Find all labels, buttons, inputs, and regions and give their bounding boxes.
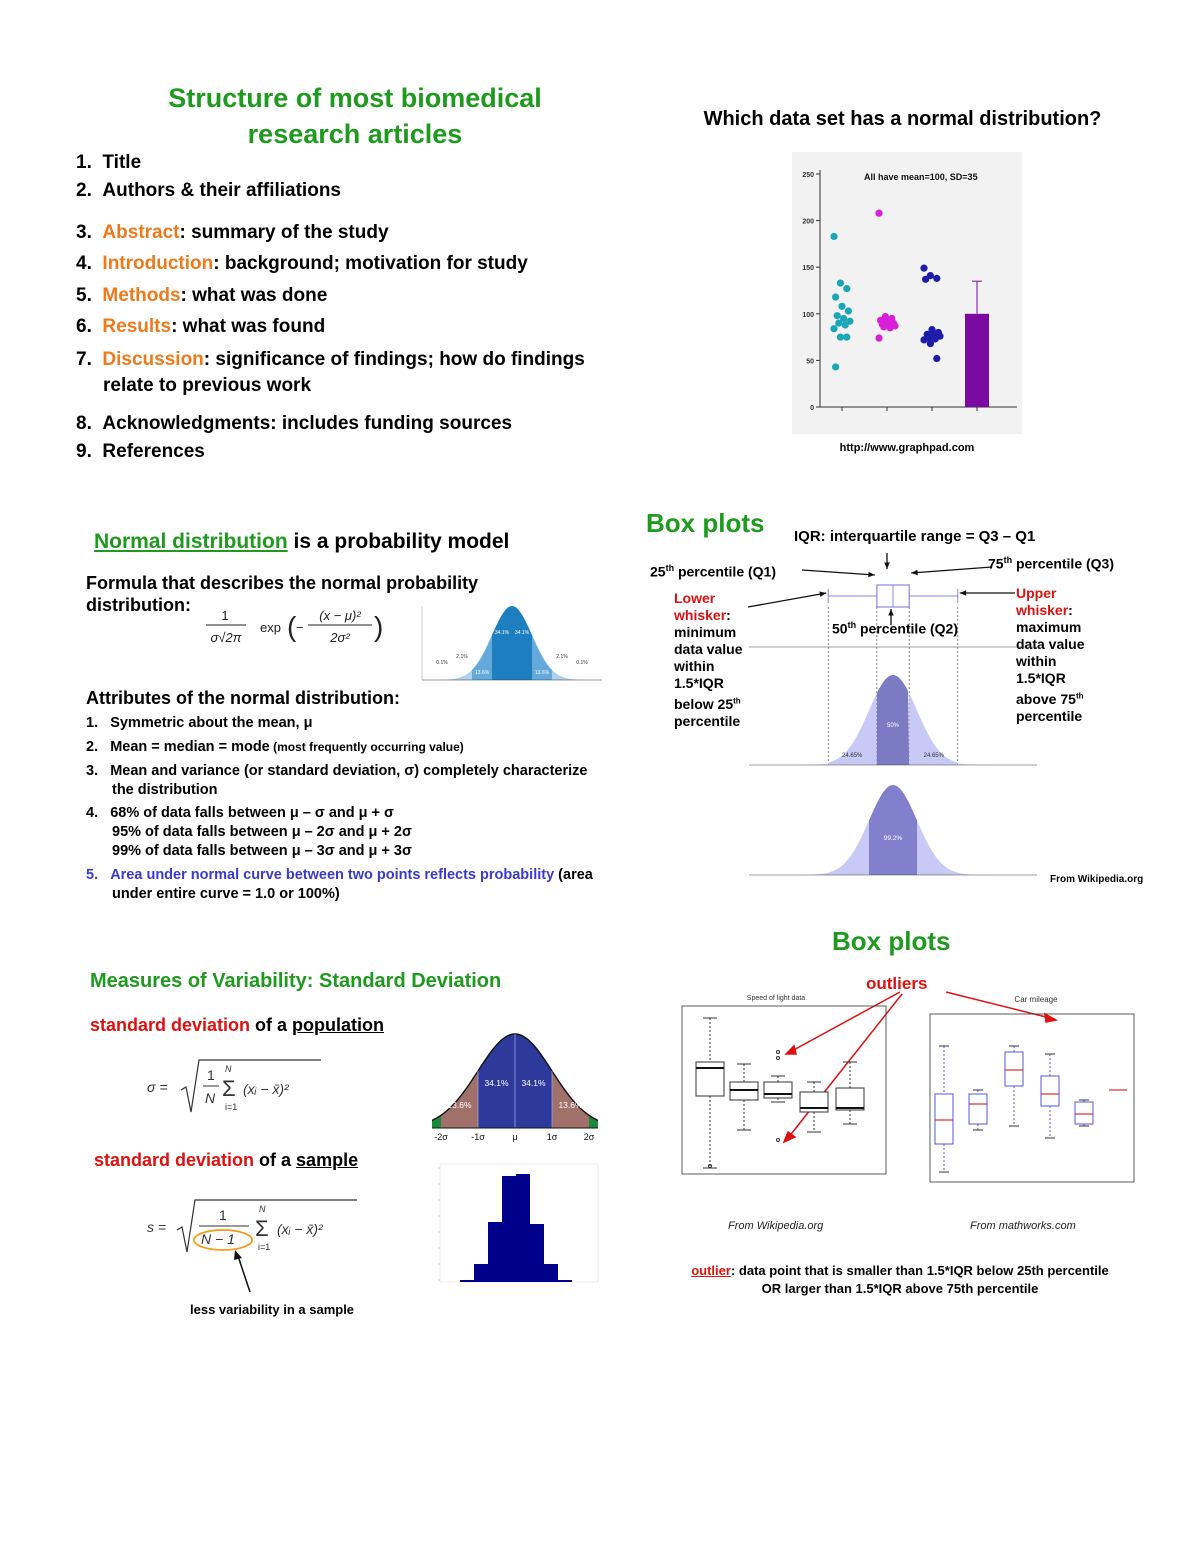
data-point bbox=[845, 307, 852, 314]
q1-label: 25th percentile (Q1) bbox=[650, 563, 776, 580]
curve-segment bbox=[492, 606, 512, 680]
data-point bbox=[837, 334, 844, 341]
histogram-bar bbox=[544, 1264, 558, 1282]
sigma-formula bbox=[145, 1056, 325, 1118]
data-point bbox=[842, 321, 849, 328]
data-point bbox=[830, 325, 837, 332]
boxplot-diagram bbox=[730, 545, 1060, 890]
percent-label: 34.1% bbox=[484, 1078, 509, 1088]
data-point bbox=[920, 336, 927, 343]
list-item: 4. Introduction: background; motivation for study bbox=[76, 253, 528, 274]
list-item: 6. Results: what was found bbox=[76, 316, 326, 337]
curve-right bbox=[917, 820, 989, 875]
data-point bbox=[832, 363, 839, 370]
outlier-point bbox=[777, 1051, 780, 1054]
pointer-head bbox=[888, 609, 893, 615]
scatter-chart-panel bbox=[792, 152, 1022, 434]
svg-text:N: N bbox=[225, 1064, 232, 1074]
curve-left bbox=[797, 820, 869, 875]
box bbox=[1005, 1052, 1023, 1086]
normal-heading-rest: is a probability model bbox=[287, 530, 510, 553]
pointer-head bbox=[911, 570, 918, 575]
svg-text:(x − μ)²: (x − μ)² bbox=[319, 608, 361, 623]
car-mileage-boxplot bbox=[904, 990, 1144, 1200]
curve-segment bbox=[512, 606, 532, 680]
svg-text:Σ: Σ bbox=[255, 1216, 269, 1241]
pointer-head bbox=[819, 591, 826, 596]
svg-text:(xᵢ − x̄)²: (xᵢ − x̄)² bbox=[277, 1221, 323, 1237]
pointer-line bbox=[802, 570, 875, 575]
boxplots2-title: Box plots bbox=[832, 926, 951, 956]
scatter-chart bbox=[792, 152, 1022, 434]
curve-segment bbox=[452, 670, 472, 680]
list-item: 99% of data falls between μ – 3σ and μ + 3σ bbox=[112, 843, 412, 859]
variability-title: Measures of Variability: Standard Deviation bbox=[90, 970, 502, 992]
boxplots-title: Box plots bbox=[646, 508, 765, 538]
percent-label: 34.1% bbox=[514, 630, 530, 636]
data-point bbox=[875, 210, 882, 217]
svg-text:(xᵢ − x̄)²: (xᵢ − x̄)² bbox=[243, 1081, 289, 1097]
pointer-head bbox=[868, 572, 875, 577]
structure-title bbox=[70, 80, 640, 152]
histogram-bar bbox=[488, 1222, 502, 1282]
plot-title: Car mileage bbox=[1014, 995, 1058, 1004]
data-point bbox=[834, 312, 841, 319]
svg-text:(: ( bbox=[287, 611, 297, 642]
formula-intro: Formula that describes the normal probability distribution: bbox=[86, 573, 479, 615]
structure-title-line1: Structure of most biomedical bbox=[168, 83, 542, 113]
percent-label: 0.1% bbox=[436, 660, 448, 666]
svg-text:N: N bbox=[205, 1090, 216, 1106]
histogram-bar bbox=[460, 1280, 474, 1282]
sample-heading: standard deviation of a sample bbox=[94, 1150, 359, 1170]
question-title: Which data set has a normal distribution? bbox=[703, 108, 1102, 130]
list-item: 5. Methods: what was done bbox=[76, 285, 328, 306]
svg-text:1: 1 bbox=[219, 1207, 227, 1223]
outlier-point: + bbox=[1044, 1019, 1050, 1026]
box bbox=[1041, 1076, 1059, 1106]
svg-text:−: − bbox=[296, 620, 304, 635]
data-point bbox=[843, 285, 850, 292]
list-item: 1. Symmetric about the mean, μ bbox=[86, 715, 313, 731]
sample-arrow bbox=[226, 1248, 266, 1298]
sample-histogram bbox=[420, 1160, 602, 1292]
list-item: 2. Authors & their affiliations bbox=[76, 180, 341, 201]
sample-note: less variability in a sample bbox=[190, 1302, 355, 1317]
box bbox=[1075, 1102, 1093, 1124]
data-point bbox=[838, 303, 845, 310]
svg-text:exp: exp bbox=[260, 620, 281, 635]
data-point bbox=[920, 265, 927, 272]
list-item: 95% of data falls between μ – 2σ and μ + 2σ bbox=[112, 824, 412, 840]
data-point bbox=[837, 279, 844, 286]
plot-title: Speed of light data bbox=[746, 995, 806, 1002]
percent-label: 2.1% bbox=[556, 654, 568, 660]
list-item: 5. Area under normal curve between two points reflects probability (area under entire curve = 1.0 or 100%) bbox=[86, 867, 593, 902]
y-tick-label: 150 bbox=[802, 265, 814, 273]
pointer-head bbox=[884, 563, 889, 569]
right-source: From mathworks.com bbox=[970, 1220, 1076, 1232]
svg-text:): ) bbox=[374, 611, 384, 642]
pct-992: 99.2% bbox=[883, 835, 903, 842]
list-item: 3. Abstract: summary of the study bbox=[76, 222, 389, 243]
curve-tail bbox=[958, 763, 989, 765]
data-point bbox=[830, 233, 837, 240]
left-source: From Wikipedia.org bbox=[728, 1220, 824, 1232]
percent-label: 13.6% bbox=[474, 670, 490, 676]
percent-label: 34.1% bbox=[494, 630, 510, 636]
outlier-point bbox=[777, 1139, 780, 1142]
data-point bbox=[875, 334, 882, 341]
pointer-head bbox=[960, 590, 966, 595]
attrs-title: Attributes of the normal distribution: bbox=[86, 688, 400, 708]
upper-whisker-text: Upper whisker: maximum data value within 1.5*IQR above 75th percentile bbox=[1016, 585, 1085, 724]
outliers-label: outliers bbox=[866, 974, 928, 993]
svg-text:σ√2π: σ√2π bbox=[210, 630, 242, 645]
outlier-point bbox=[777, 1057, 780, 1060]
axis-label: -2σ bbox=[434, 1132, 448, 1142]
normal-heading-term: Normal distribution bbox=[94, 530, 288, 553]
y-tick-label: 250 bbox=[802, 172, 814, 179]
data-point bbox=[832, 293, 839, 300]
normal-curve-small bbox=[408, 598, 604, 690]
data-point bbox=[933, 275, 940, 282]
data-point bbox=[843, 334, 850, 341]
percent-label: 13.6% bbox=[558, 1100, 583, 1110]
box bbox=[836, 1088, 864, 1110]
list-item: 3. Mean and variance (or standard deviation, σ) completely characterize the distribution bbox=[86, 763, 588, 798]
histogram-bar bbox=[516, 1174, 530, 1282]
data-point bbox=[933, 355, 940, 362]
data-point bbox=[887, 324, 894, 331]
q3-label: 75th percentile (Q3) bbox=[988, 555, 1114, 572]
graphpad-source: http://www.graphpad.com bbox=[839, 442, 975, 454]
pct-center: 50% bbox=[886, 723, 900, 729]
lower-whisker-text: Lower whisker: minimum data value within 1.5*IQR below 25th percentile bbox=[674, 590, 743, 729]
normal-heading bbox=[94, 530, 509, 554]
curve-tail bbox=[797, 763, 828, 765]
axis-label: μ bbox=[512, 1132, 518, 1142]
pointer-line bbox=[748, 593, 826, 607]
pct-left: 24.65% bbox=[842, 753, 863, 759]
histogram-bar bbox=[474, 1264, 488, 1282]
percent-label: 13.6% bbox=[534, 670, 550, 676]
percent-label: 34.1% bbox=[521, 1078, 546, 1088]
percent-label: 0.1% bbox=[576, 660, 588, 666]
curve-center bbox=[869, 785, 917, 875]
svg-text:N − 1: N − 1 bbox=[201, 1231, 235, 1247]
pop-heading: standard deviation of a population bbox=[90, 1015, 385, 1035]
list-item: 9. References bbox=[76, 441, 205, 462]
data-point bbox=[927, 340, 934, 347]
plot-frame bbox=[930, 1014, 1134, 1182]
q2-label: 50th percentile (Q2) bbox=[832, 620, 958, 637]
box bbox=[969, 1094, 987, 1124]
wikipedia-source: From Wikipedia.org bbox=[1050, 874, 1144, 885]
percent-label: 2.1% bbox=[456, 654, 468, 660]
curve-segment bbox=[432, 1115, 441, 1128]
svg-text:σ =: σ = bbox=[147, 1079, 168, 1095]
y-tick-label: 0 bbox=[810, 405, 814, 412]
population-curve bbox=[432, 1028, 598, 1144]
box bbox=[764, 1082, 792, 1098]
svg-text:1: 1 bbox=[207, 1067, 215, 1083]
normal-formula bbox=[200, 604, 390, 656]
histogram-bar bbox=[558, 1280, 572, 1282]
curve-center bbox=[877, 675, 909, 765]
svg-text:i=1: i=1 bbox=[258, 1242, 271, 1252]
svg-text:i=1: i=1 bbox=[225, 1102, 238, 1112]
list-item: 7. Discussion: significance of findings; how do findings relate to previous work bbox=[76, 349, 585, 396]
curve-segment bbox=[589, 1115, 598, 1128]
axis-label: 1σ bbox=[546, 1132, 558, 1142]
svg-text:s =: s = bbox=[147, 1219, 167, 1235]
svg-text:1: 1 bbox=[221, 608, 229, 623]
axis-label: -1σ bbox=[471, 1132, 485, 1142]
pointer-line bbox=[911, 567, 992, 573]
histogram-bar bbox=[530, 1224, 544, 1282]
histogram-bar bbox=[502, 1176, 516, 1282]
list-item: 4. 68% of data falls between μ – σ and μ + σ bbox=[86, 805, 394, 821]
svg-text:2σ²: 2σ² bbox=[330, 630, 350, 645]
data-point bbox=[880, 323, 887, 330]
svg-text:Σ: Σ bbox=[222, 1076, 236, 1101]
axis-label: 2σ bbox=[583, 1132, 595, 1142]
structure-title-line2: research articles bbox=[247, 119, 463, 149]
list-item: 1. Title bbox=[76, 152, 142, 173]
svg-text:N: N bbox=[259, 1204, 266, 1214]
y-tick-label: 200 bbox=[802, 218, 814, 226]
iqr-label: IQR: interquartile range = Q3 – Q1 bbox=[794, 528, 1036, 545]
scatter-note: All have mean=100, SD=35 bbox=[864, 172, 978, 182]
y-tick-label: 100 bbox=[802, 311, 814, 319]
percent-label: 13.6% bbox=[447, 1100, 472, 1110]
curve-segment bbox=[552, 670, 572, 680]
outlier-definition: outlier: data point that is smaller than 1.5*IQR below 25th percentile OR larger than 1.5*IQR above 75th percentile bbox=[691, 1263, 1109, 1296]
mean-bar bbox=[965, 314, 989, 407]
data-point bbox=[922, 276, 929, 283]
pct-right: 24.65% bbox=[923, 753, 944, 759]
box bbox=[935, 1094, 953, 1144]
list-item: 2. Mean = median = mode (most frequently occurring value) bbox=[86, 739, 464, 755]
data-point bbox=[835, 320, 842, 327]
y-tick-label: 50 bbox=[806, 358, 814, 366]
list-item: 8. Acknowledgments: includes funding sources bbox=[76, 413, 513, 434]
speed-of-light-boxplot bbox=[664, 990, 904, 1220]
